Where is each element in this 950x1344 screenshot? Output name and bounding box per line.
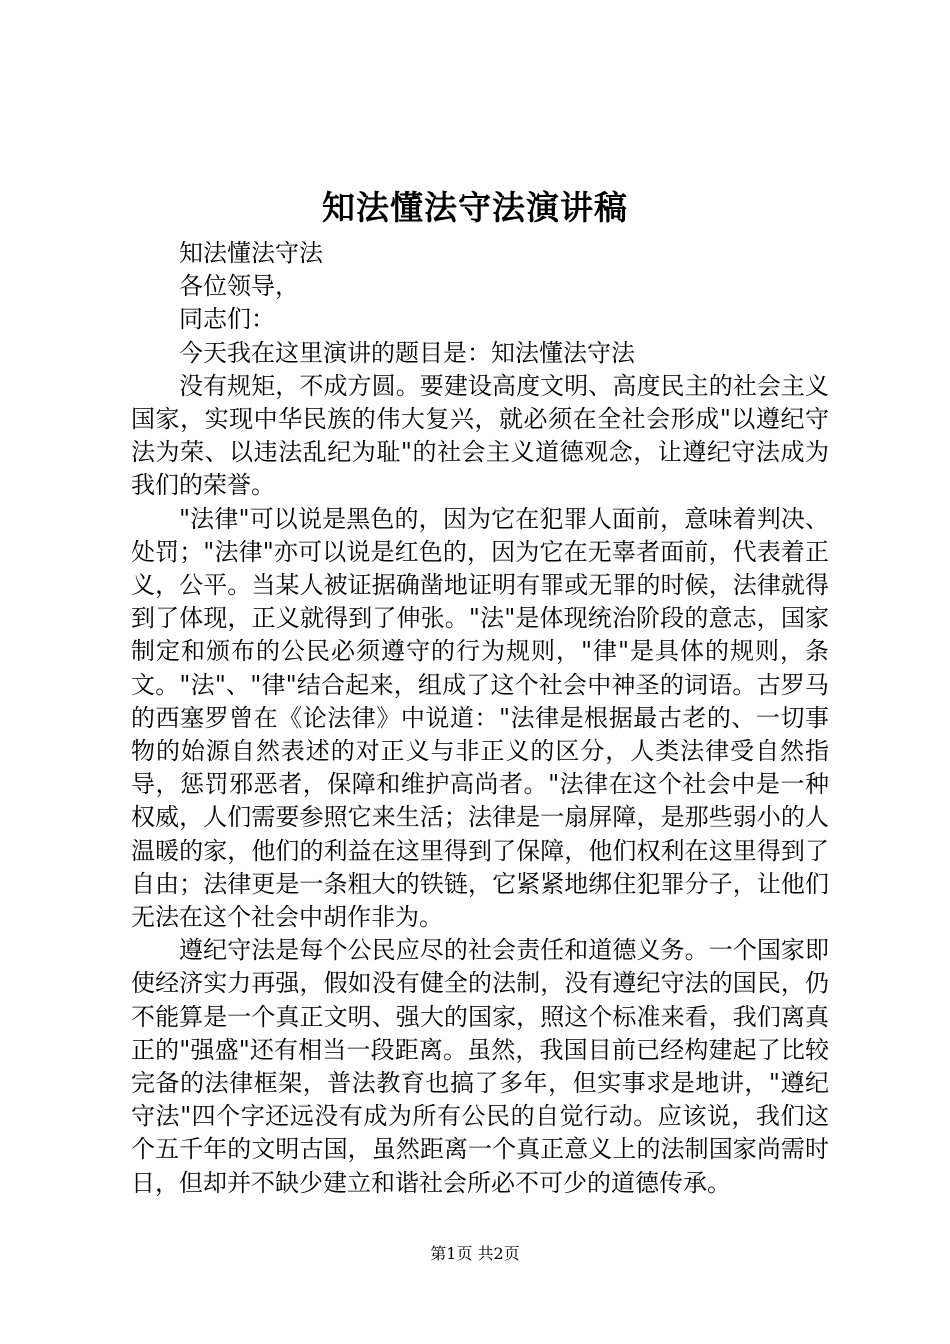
body-paragraph: 没有规矩，不成方圆。要建设高度文明、高度民主的社会主义国家，实现中华民族的伟大复兴，就必须在全社会形成"以遵纪守法为荣、以违法乱纪为耻"的社会主义道德观念，让遵纪守法成为我们的荣誉。 xyxy=(131,371,829,500)
intro-paragraph: 今天我在这里演讲的题目是：知法懂法守法 xyxy=(179,338,635,367)
page-number-footer: 第1页 共2页 xyxy=(430,1244,520,1263)
document-body xyxy=(131,237,829,1200)
salutation-leaders: 各位领导， xyxy=(179,272,299,301)
document-title: 知法懂法守法演讲稿 xyxy=(322,188,628,227)
salutation-comrades: 同志们： xyxy=(179,305,275,334)
body-paragraph: 遵纪守法是每个公民应尽的社会责任和道德义务。一个国家即使经济实力再强，假如没有健全的法制，没有遵纪守法的国民，仍不能算是一个真正文明、强大的国家，照这个标准来看，我们离真正的"强盛"还有相当一段距离。虽然，我国目前已经构建起了比较完备的法律框架，普法教育也搞了多年，但实事求是地讲，"遵纪守法"四个字还远没有成为所有公民的自觉行动。应该说，我们这个五千年的文明古国，虽然距离一个真正意义上的法制国家尚需时日，但却并不缺少建立和谐社会所必不可少的道德传承。 xyxy=(131,936,829,1197)
speech-topic-line: 知法懂法守法 xyxy=(179,239,323,267)
body-paragraph: "法律"可以说是黑色的，因为它在犯罪人面前，意味着判决、处罚；"法律"亦可以说是红色的，因为它在无辜者面前，代表着正义，公平。当某人被证据确凿地证明有罪或无罪的时候，法律就得到了体现，正义就得到了伸张。"法"是体现统治阶段的意志，国家制定和颁布的公民必须遵守的行为规则，"律"是具体的规则，条文。"法"、"律"结合起来，组成了这个社会中神圣的词语。古罗马的西塞罗曾在《论法律》中说道："法律是根据最古老的、一切事物的始源自然表述的对正义与非正义的区分，人类法律受自然指导，惩罚邪恶者，保障和维护高尚者。"法律在这个社会中是一种权威，人们需要参照它来生活；法律是一扇屏障，是那些弱小的人温暖的家，他们的利益在这里得到了保障，他们权利在这里得到了自由；法律更是一条粗大的铁链，它紧紧地绑住犯罪分子，让他们无法在这个社会中胡作非为。 xyxy=(131,504,829,932)
